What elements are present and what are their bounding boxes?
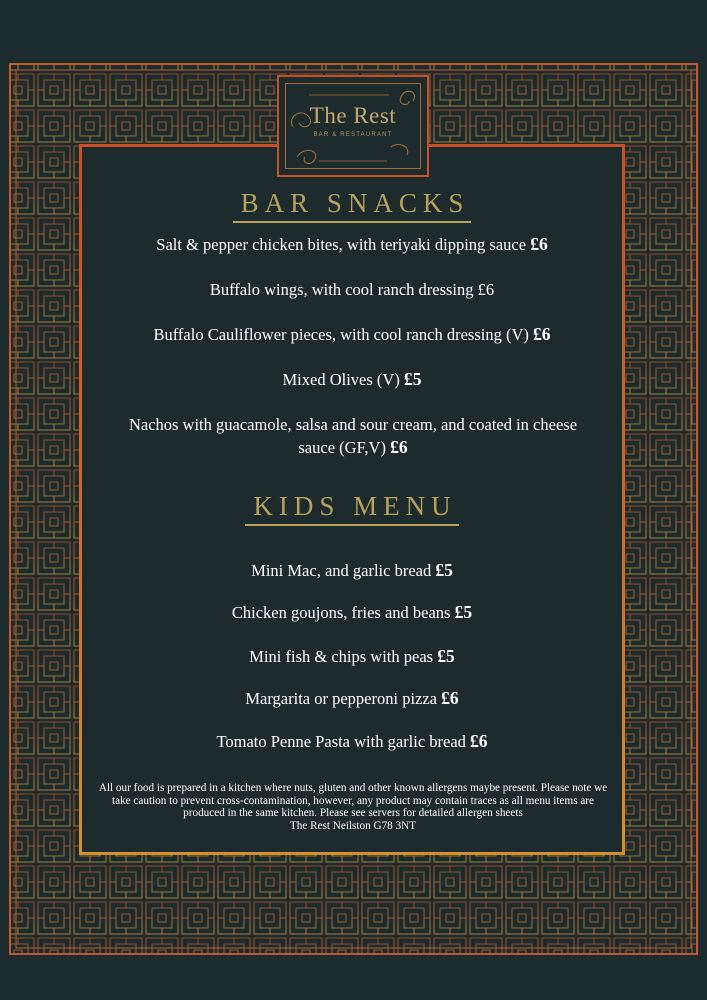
item-price: £5 <box>437 646 455 666</box>
item-description: Buffalo wings, with cool ranch dressing <box>209 280 478 299</box>
logo-subtitle: BAR & RESTAURANT <box>313 132 393 138</box>
item-description: Mini fish & chips with peas <box>249 647 438 666</box>
kids-menu-heading <box>79 491 625 526</box>
item-price: £6 <box>390 437 408 457</box>
menu-item <box>79 601 625 624</box>
item-price: £5 <box>435 560 453 580</box>
item-price: £5 <box>454 602 473 622</box>
menu-item <box>79 278 625 301</box>
item-price: £5 <box>403 369 422 389</box>
item-description: Salt & pepper chicken bites, with teriyaki dipping sauce <box>156 235 531 254</box>
item-description: Nachos with guacamole, salsa and sour cream, and coated in cheese sauce (GF,V) <box>128 415 578 457</box>
allergen-text: All our food is prepared in a kitchen where nuts, gluten and other known allergens maybe present. Please note we take caution to prevent cross-contamination, however, any product may contain traces as all menu items are produced in the same kitchen. Please see servers for detailed allergen sheets <box>98 782 608 820</box>
menu-item <box>79 559 625 582</box>
menu-item <box>79 645 625 668</box>
restaurant-logo <box>277 75 429 177</box>
item-description: Chicken goujons, fries and beans <box>231 603 455 622</box>
item-description: Mini Mac, and garlic bread <box>251 561 436 580</box>
menu-item <box>79 730 625 753</box>
menu-item <box>110 413 596 459</box>
item-description: Tomato Penne Pasta with garlic bread <box>216 732 471 751</box>
menu-item <box>79 323 625 346</box>
item-price: £6 <box>530 234 548 254</box>
menu-item <box>79 233 625 256</box>
menu-item <box>79 368 625 391</box>
item-price: £6 <box>441 688 459 708</box>
section-heading-text: BAR SNACKS <box>233 188 472 223</box>
allergen-note <box>90 782 616 832</box>
section-heading-text: KIDS MENU <box>245 491 458 526</box>
item-description: Mixed Olives (V) <box>282 370 404 389</box>
logo-title: The Rest <box>309 103 397 128</box>
item-price: £6 <box>533 324 551 344</box>
item-price: £6 <box>470 731 488 751</box>
menu-item <box>79 687 625 710</box>
item-description: Margarita or pepperoni pizza <box>245 689 442 708</box>
bar-snacks-heading <box>79 188 625 223</box>
address-text: The Rest Neilston G78 3NT <box>289 819 417 832</box>
item-price: £6 <box>477 280 495 299</box>
item-description: Buffalo Cauliflower pieces, with cool ranch dressing (V) <box>153 325 534 344</box>
